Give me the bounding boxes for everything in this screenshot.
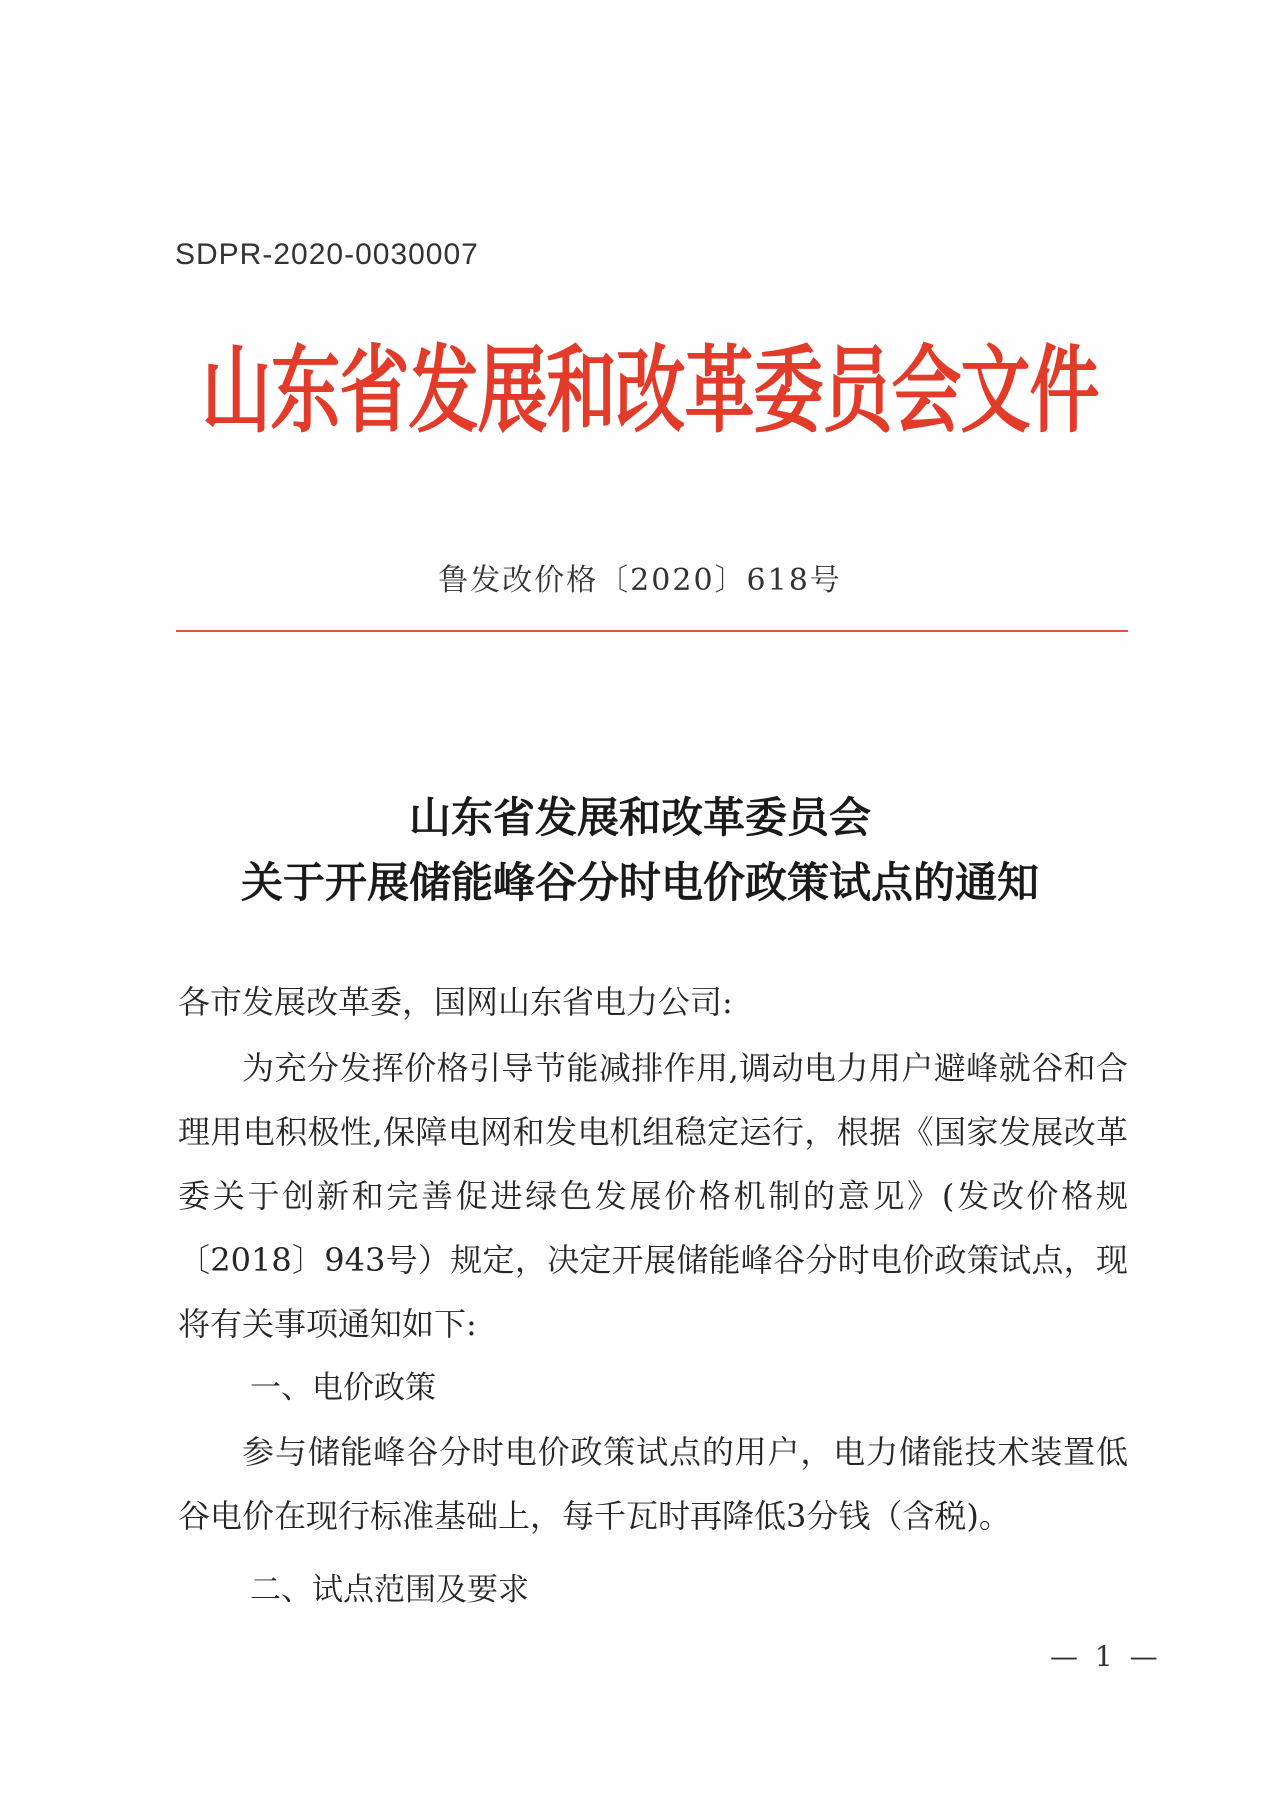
document-body — [178, 970, 1128, 1622]
salutation: 各市发展改革委，国网山东省电力公司: — [178, 983, 733, 1021]
notice-title-line-1: 山东省发展和改革委员会 — [408, 793, 871, 842]
intro-paragraph: 为充分发挥价格引导节能减排作用,调动电力用户避峰就谷和合理用电积极性,保障电网和发电机组稳定运行，根据《国家发展改革委关于创新和完善促进绿色发展价格机制的意见》(发改价格规〔2018〕943号）规定，决定开展储能峰谷分时电价政策试点，现将有关事项通知如下: — [178, 1049, 1128, 1343]
section-2-heading: 二、试点范围及要求 — [250, 1572, 529, 1608]
section-1-paragraph: 参与储能峰谷分时电价政策试点的用户，电力储能技术装置低谷电价在现行标准基础上，每千瓦时再降低3分钱（含税)。 — [178, 1433, 1128, 1535]
notice-title-line-2: 关于开展储能峰谷分时电价政策试点的通知 — [240, 858, 1039, 907]
document-code: SDPR-2020-0030007 — [175, 238, 479, 271]
document-number: 鲁发改价格〔2020〕618号 — [438, 563, 842, 598]
section-1-heading: 一、电价政策 — [250, 1370, 436, 1406]
red-divider-line — [176, 630, 1128, 632]
masthead-title: 山东省发展和改革委员会文件 — [201, 335, 1099, 446]
page-number: — 1 — — [1050, 1640, 1162, 1673]
